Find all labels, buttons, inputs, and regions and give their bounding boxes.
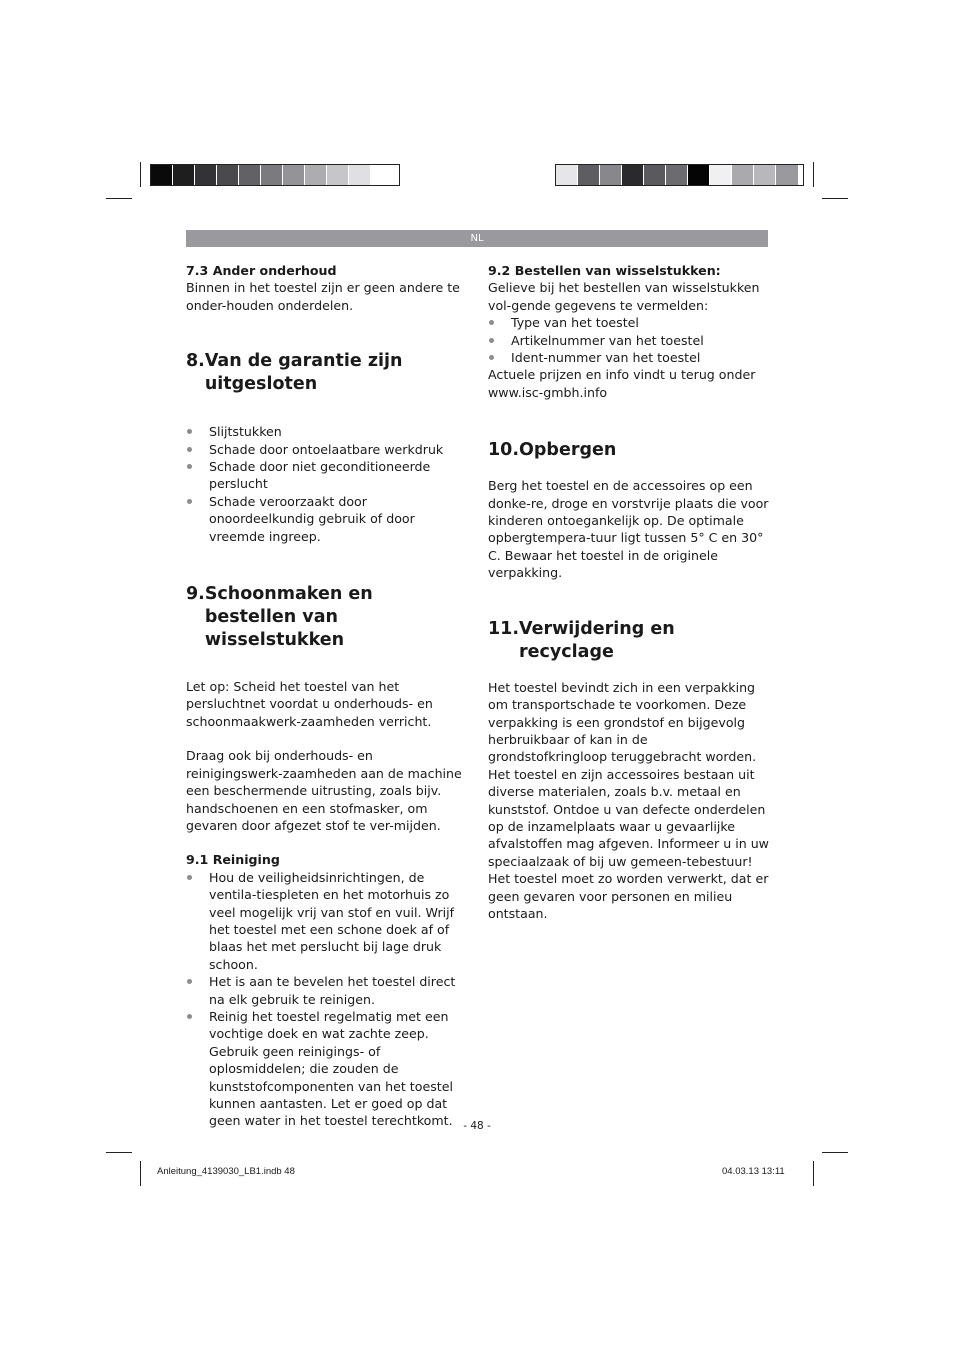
color-swatch bbox=[195, 165, 217, 185]
section-9-heading bbox=[186, 583, 468, 652]
list-item: Artikelnummer van het toestel bbox=[488, 332, 770, 349]
color-strip-right bbox=[555, 164, 804, 186]
color-swatch bbox=[754, 165, 776, 185]
order-details-list bbox=[488, 314, 770, 366]
color-swatch bbox=[666, 165, 688, 185]
crop-mark bbox=[813, 162, 814, 187]
list-item: Slijtstukken bbox=[186, 423, 468, 440]
section-number: 11. bbox=[488, 618, 520, 639]
color-swatch bbox=[217, 165, 239, 185]
color-swatch bbox=[261, 165, 283, 185]
section-title: Opbergen bbox=[519, 440, 617, 461]
list-item: Type van het toestel bbox=[488, 314, 770, 331]
crop-mark bbox=[813, 1161, 814, 1186]
section-9-1-title: 9.1 Reiniging bbox=[186, 852, 280, 868]
list-item: Schade door niet geconditioneerde perslucht bbox=[186, 458, 468, 493]
color-swatch bbox=[349, 165, 371, 185]
color-swatch bbox=[776, 165, 798, 185]
footer-file: Anleitung_4139030_LB1.indb 48 bbox=[157, 1166, 295, 1177]
list-item: Schade door ontoelaatbare werkdruk bbox=[186, 441, 468, 458]
section-number: 8. bbox=[186, 351, 205, 372]
color-swatch bbox=[371, 165, 393, 185]
list-item: Ident-nummer van het toestel bbox=[488, 349, 770, 366]
page-number: - 48 - bbox=[463, 1120, 491, 1132]
section-9-2-outro: Actuele prijzen en info vindt u terug onder www.isc-gmbh.info bbox=[488, 367, 756, 400]
section-title: Van de garantie zijn uitgesloten bbox=[204, 351, 403, 395]
language-bar: NL bbox=[186, 230, 768, 247]
section-7-3-title: 7.3 Ander onderhoud bbox=[186, 263, 337, 278]
color-swatch bbox=[710, 165, 732, 185]
color-swatch bbox=[732, 165, 754, 185]
color-swatch bbox=[556, 165, 578, 185]
color-swatch bbox=[622, 165, 644, 185]
cleaning-list bbox=[186, 869, 468, 1130]
list-item: Schade veroorzaakt door onoordeelkundig gebruik of door vreemde ingreep. bbox=[186, 493, 468, 545]
color-swatch bbox=[283, 165, 305, 185]
list-item: Hou de veiligheidsinrichtingen, de ventila-tiespleten en het motorhuis zo veel mogelijk vrij van stof en vuil. Wrijf het toestel met een schone doek af of blaas het met perslucht bij lage druk schoon. bbox=[186, 869, 468, 973]
color-swatch bbox=[644, 165, 666, 185]
section-number: 10. bbox=[488, 440, 520, 461]
section-number: 9. bbox=[186, 584, 205, 605]
color-swatch bbox=[305, 165, 327, 185]
section-11-text: Het toestel bevindt zich in een verpakking om transportschade te voorkomen. Deze verpakking is een grondstof en bijgevolg herbruikbaar of kan in de grondstofkringloop teruggebracht worden. Het toestel en zijn accessoires bestaan uit diverse materialen, zoals b.v. metaal en kunststof. Ontdoe u van defecte onderdelen op de inzamelplaats waar u gevaarlijke afvalstoffen mag afgeven. Informeer u in uw speciaalzaak of bij uw gemeen-tebestuur! Het toestel moet zo worden verwerkt, dat er geen gevaren voor personen en milieu ontstaan. bbox=[488, 679, 769, 921]
crop-mark bbox=[106, 1152, 132, 1153]
color-swatch bbox=[578, 165, 600, 185]
section-9-2-title: 9.2 Bestellen van wisselstukken: bbox=[488, 263, 721, 278]
section-10-text: Berg het toestel en de accessoires op een donke-re, droge en vorstvrije plaats die voor kinderen ontoegankelijk op. De optimale opbergtempera-tuur ligt tussen 5° C en 30° C. Bewaar het toestel in de originele verpakking. bbox=[488, 478, 769, 581]
warranty-exclusions-list bbox=[186, 423, 468, 545]
crop-mark bbox=[106, 198, 132, 199]
section-9-paragraph: Let op: Scheid het toestel van het persluchtnet voordat u onderhouds- en schoonmaakwerk-zaamheden verricht. bbox=[186, 679, 433, 729]
color-swatch bbox=[151, 165, 173, 185]
crop-mark bbox=[140, 162, 141, 187]
color-swatch bbox=[688, 165, 710, 185]
section-9-2-intro: Gelieve bij het bestellen van wisselstukken vol-gende gegevens te vermelden: bbox=[488, 280, 760, 313]
list-item: Reinig het toestel regelmatig met een vochtige doek en wat zachte zeep. Gebruik geen reinigings- of oplosmiddelen; die zouden de kunststofcomponenten van het toestel kunnen aantasten. Let er goed op dat geen water in het toestel terechtkomt. bbox=[186, 1008, 468, 1130]
section-9-paragraph: Draag ook bij onderhouds- en reinigingswerk-zaamheden aan de machine een beschermende uitrusting, zoals bijv. handschoenen en een stofmasker, om gevaren door afgezet stof te ver-mijden. bbox=[186, 748, 462, 833]
section-7-3-text: Binnen in het toestel zijn er geen andere te onder-houden onderdelen. bbox=[186, 280, 460, 313]
crop-mark bbox=[140, 1161, 141, 1186]
color-swatch bbox=[239, 165, 261, 185]
section-title: Schoonmaken en bestellen van wisselstukken bbox=[204, 584, 373, 651]
section-title: Verwijdering en recyclage bbox=[519, 618, 675, 662]
footer-date: 04.03.13 13:11 bbox=[722, 1166, 785, 1177]
right-column bbox=[488, 262, 770, 922]
color-swatch bbox=[600, 165, 622, 185]
section-10-heading bbox=[488, 439, 770, 462]
section-8-heading bbox=[186, 350, 468, 396]
color-strip-left bbox=[150, 164, 400, 186]
section-11-heading bbox=[488, 618, 770, 664]
list-item: Het is aan te bevelen het toestel direct na elk gebruik te reinigen. bbox=[186, 973, 468, 1008]
color-swatch bbox=[173, 165, 195, 185]
crop-mark bbox=[822, 1152, 848, 1153]
color-swatch bbox=[327, 165, 349, 185]
left-column bbox=[186, 262, 468, 1130]
crop-mark bbox=[822, 198, 848, 199]
